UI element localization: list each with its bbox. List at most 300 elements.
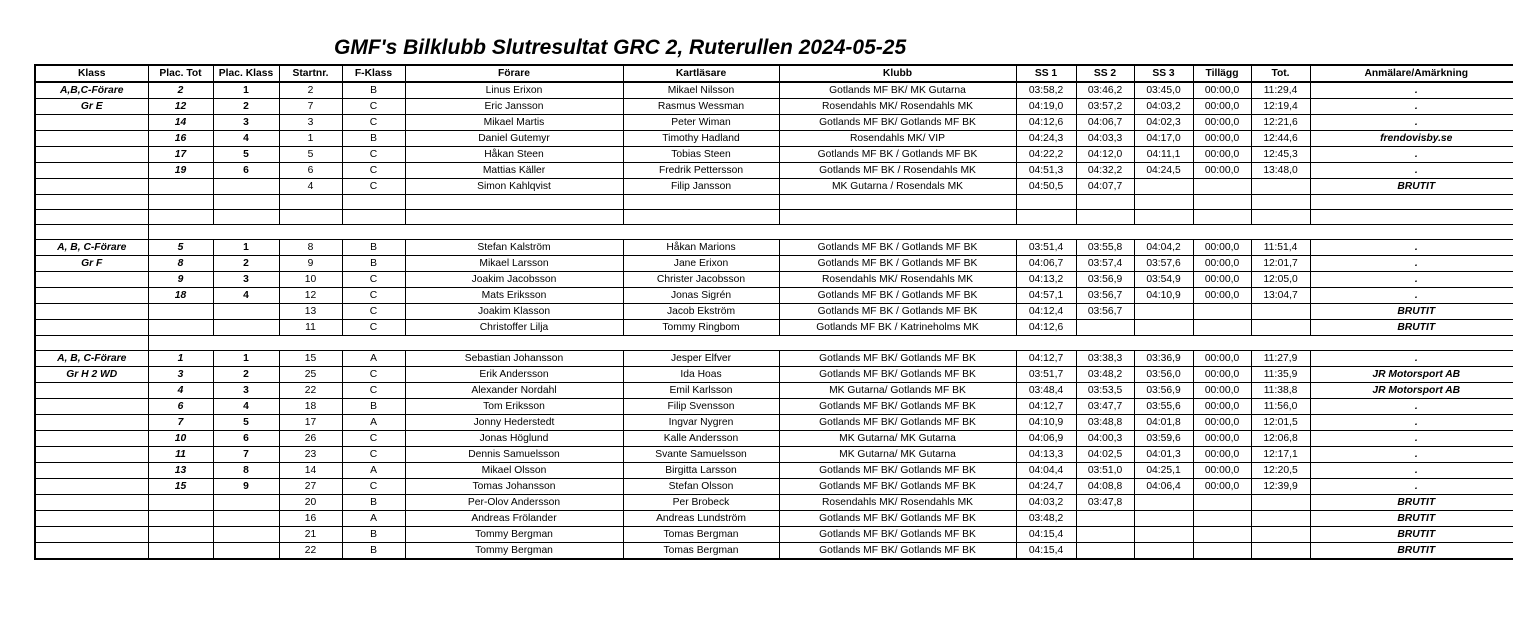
table-cell: 04:19,0 xyxy=(1016,99,1076,115)
table-cell: B xyxy=(342,82,405,99)
table-cell: Birgitta Larsson xyxy=(623,463,779,479)
table-cell: Gotlands MF BK/ Gotlands MF BK xyxy=(779,463,1016,479)
table-cell: 22 xyxy=(279,543,342,560)
table-cell xyxy=(1310,210,1513,225)
table-cell: . xyxy=(1310,99,1513,115)
table-cell: 2 xyxy=(213,367,279,383)
table-row xyxy=(35,240,1513,256)
table-cell: 03:51,4 xyxy=(1016,240,1076,256)
table-cell xyxy=(279,210,342,225)
table-cell: 9 xyxy=(279,256,342,272)
table-cell xyxy=(213,304,279,320)
table-cell xyxy=(1076,210,1134,225)
table-cell: . xyxy=(1310,115,1513,131)
table-cell: Dennis Samuelsson xyxy=(405,447,623,463)
table-cell: 04:06,7 xyxy=(1016,256,1076,272)
table-cell xyxy=(148,527,213,543)
table-cell: Ida Hoas xyxy=(623,367,779,383)
table-cell: 13:04,7 xyxy=(1251,288,1310,304)
table-cell: Ingvar Nygren xyxy=(623,415,779,431)
klass-cell xyxy=(35,288,148,304)
table-cell: . xyxy=(1310,431,1513,447)
table-cell: Gotlands MF BK/ Gotlands MF BK xyxy=(779,351,1016,367)
table-cell: 7 xyxy=(279,99,342,115)
table-cell: 04:12,6 xyxy=(1016,320,1076,336)
table-cell: 03:55,8 xyxy=(1076,240,1134,256)
table-cell xyxy=(1134,543,1193,560)
table-cell: 04:25,1 xyxy=(1134,463,1193,479)
table-cell: Gotlands MF BK/ Gotlands MF BK xyxy=(779,367,1016,383)
table-cell: 11 xyxy=(148,447,213,463)
table-cell: 03:48,4 xyxy=(1016,383,1076,399)
table-cell: Stefan Kalström xyxy=(405,240,623,256)
table-row xyxy=(35,527,1513,543)
table-cell: 00:00,0 xyxy=(1193,288,1251,304)
table-cell xyxy=(1251,511,1310,527)
results-table xyxy=(34,64,1513,560)
table-cell: 04:12,4 xyxy=(1016,304,1076,320)
table-cell: 2 xyxy=(213,99,279,115)
table-row xyxy=(35,495,1513,511)
table-cell: 03:51,0 xyxy=(1076,463,1134,479)
table-row xyxy=(35,479,1513,495)
table-cell: 12:20,5 xyxy=(1251,463,1310,479)
table-cell xyxy=(148,320,213,336)
table-cell: Gotlands MF BK / Gotlands MF BK xyxy=(779,288,1016,304)
table-cell: 03:53,5 xyxy=(1076,383,1134,399)
table-cell: 03:46,2 xyxy=(1076,82,1134,99)
table-cell: 4 xyxy=(213,131,279,147)
column-header: SS 3 xyxy=(1134,65,1193,82)
column-header: Kartläsare xyxy=(623,65,779,82)
table-cell: 13:48,0 xyxy=(1251,163,1310,179)
table-cell xyxy=(1251,543,1310,560)
table-cell: BRUTIT xyxy=(1310,304,1513,320)
column-header: Tot. xyxy=(1251,65,1310,82)
table-cell: 13 xyxy=(148,463,213,479)
table-cell: 00:00,0 xyxy=(1193,447,1251,463)
table-cell: C xyxy=(342,163,405,179)
group-separator xyxy=(35,336,1513,351)
table-cell: Peter Wiman xyxy=(623,115,779,131)
table-cell: MK Gutarna/ Gotlands MF BK xyxy=(779,383,1016,399)
table-cell: . xyxy=(1310,447,1513,463)
table-cell: 03:56,9 xyxy=(1134,383,1193,399)
table-cell: 03:47,8 xyxy=(1076,495,1134,511)
table-cell: 04:32,2 xyxy=(1076,163,1134,179)
table-cell: 04:03,2 xyxy=(1016,495,1076,511)
table-cell: 14 xyxy=(148,115,213,131)
table-cell: 03:47,7 xyxy=(1076,399,1134,415)
table-cell: Filip Svensson xyxy=(623,399,779,415)
table-cell: 04:50,5 xyxy=(1016,179,1076,195)
table-cell: 21 xyxy=(279,527,342,543)
table-cell: 12:39,9 xyxy=(1251,479,1310,495)
table-cell: 03:48,2 xyxy=(1016,511,1076,527)
table-cell: Tomas Johansson xyxy=(405,479,623,495)
table-cell: C xyxy=(342,179,405,195)
table-cell: Gotlands MF BK/ Gotlands MF BK xyxy=(779,399,1016,415)
table-row xyxy=(35,543,1513,560)
table-cell xyxy=(148,179,213,195)
table-cell: Stefan Olsson xyxy=(623,479,779,495)
table-row xyxy=(35,147,1513,163)
table-cell: 11:27,9 xyxy=(1251,351,1310,367)
table-cell xyxy=(1134,195,1193,210)
table-cell xyxy=(1251,304,1310,320)
table-cell: Mattias Käller xyxy=(405,163,623,179)
table-cell xyxy=(148,210,213,225)
table-cell xyxy=(1076,195,1134,210)
table-row xyxy=(35,304,1513,320)
table-cell: C xyxy=(342,115,405,131)
table-row xyxy=(35,115,1513,131)
table-cell: 1 xyxy=(148,351,213,367)
table-cell: 03:54,9 xyxy=(1134,272,1193,288)
table-cell: Rosendahls MK/ Rosendahls MK xyxy=(779,99,1016,115)
klass-cell: Gr E xyxy=(35,99,148,115)
klass-cell: A, B, C-Förare xyxy=(35,351,148,367)
table-cell: Christer Jacobsson xyxy=(623,272,779,288)
table-cell: 04:06,4 xyxy=(1134,479,1193,495)
table-cell: 12:17,1 xyxy=(1251,447,1310,463)
table-cell: 04:12,7 xyxy=(1016,399,1076,415)
table-cell xyxy=(213,210,279,225)
table-cell: 03:56,7 xyxy=(1076,288,1134,304)
table-cell: 11:56,0 xyxy=(1251,399,1310,415)
separator-cell xyxy=(35,225,148,240)
table-row xyxy=(35,320,1513,336)
table-cell: 00:00,0 xyxy=(1193,131,1251,147)
table-cell xyxy=(405,210,623,225)
table-cell xyxy=(1076,527,1134,543)
table-cell: Mikael Larsson xyxy=(405,256,623,272)
table-cell: 9 xyxy=(148,272,213,288)
table-cell: 26 xyxy=(279,431,342,447)
table-cell: 04:57,1 xyxy=(1016,288,1076,304)
empty-row xyxy=(35,195,1513,210)
table-cell: . xyxy=(1310,240,1513,256)
table-cell: Tomas Bergman xyxy=(623,543,779,560)
table-cell: 11:51,4 xyxy=(1251,240,1310,256)
table-cell: C xyxy=(342,99,405,115)
table-cell: 00:00,0 xyxy=(1193,415,1251,431)
table-cell: Gotlands MF BK / Katrineholms MK xyxy=(779,320,1016,336)
table-cell: BRUTIT xyxy=(1310,511,1513,527)
table-cell: C xyxy=(342,447,405,463)
table-cell: . xyxy=(1310,399,1513,415)
table-cell xyxy=(779,210,1016,225)
table-cell: 04:10,9 xyxy=(1016,415,1076,431)
table-cell: C xyxy=(342,272,405,288)
separator-cell xyxy=(148,225,1513,240)
table-cell: 03:57,6 xyxy=(1134,256,1193,272)
results-body xyxy=(35,82,1513,559)
table-cell: 00:00,0 xyxy=(1193,115,1251,131)
table-cell xyxy=(213,179,279,195)
table-cell: 03:51,7 xyxy=(1016,367,1076,383)
table-cell: 12:21,6 xyxy=(1251,115,1310,131)
table-cell: Erik Andersson xyxy=(405,367,623,383)
table-cell: 3 xyxy=(213,383,279,399)
table-cell: Gotlands MF BK/ Gotlands MF BK xyxy=(779,115,1016,131)
table-cell: C xyxy=(342,431,405,447)
table-cell: BRUTIT xyxy=(1310,543,1513,560)
table-cell: BRUTIT xyxy=(1310,320,1513,336)
table-cell xyxy=(1193,210,1251,225)
table-cell: 27 xyxy=(279,479,342,495)
klass-cell: Gr F xyxy=(35,256,148,272)
table-cell xyxy=(213,320,279,336)
table-cell: 8 xyxy=(279,240,342,256)
table-row xyxy=(35,179,1513,195)
table-cell: Tommy Bergman xyxy=(405,543,623,560)
table-cell xyxy=(279,195,342,210)
table-cell: 03:58,2 xyxy=(1016,82,1076,99)
table-cell xyxy=(148,511,213,527)
table-cell: 04:24,7 xyxy=(1016,479,1076,495)
table-cell: 00:00,0 xyxy=(1193,82,1251,99)
table-cell: MK Gutarna/ MK Gutarna xyxy=(779,447,1016,463)
page-title: GMF's Bilklubb Slutresultat GRC 2, Ruterullen 2024-05-25 xyxy=(334,36,907,59)
table-cell: Rosendahls MK/ Rosendahls MK xyxy=(779,272,1016,288)
table-cell: Håkan Steen xyxy=(405,147,623,163)
column-header: Tillägg xyxy=(1193,65,1251,82)
klass-cell xyxy=(35,320,148,336)
table-cell: 04:51,3 xyxy=(1016,163,1076,179)
klass-cell xyxy=(35,304,148,320)
table-cell: 00:00,0 xyxy=(1193,272,1251,288)
table-cell: 04:15,4 xyxy=(1016,543,1076,560)
table-cell xyxy=(213,543,279,560)
table-cell: Gotlands MF BK / Gotlands MF BK xyxy=(779,304,1016,320)
klass-cell xyxy=(35,195,148,210)
table-cell xyxy=(1193,179,1251,195)
table-row xyxy=(35,367,1513,383)
table-cell: Andreas Lundström xyxy=(623,511,779,527)
table-cell: Sebastian Johansson xyxy=(405,351,623,367)
table-cell: B xyxy=(342,131,405,147)
klass-cell xyxy=(35,272,148,288)
table-cell: Daniel Gutemyr xyxy=(405,131,623,147)
table-cell: Gotlands MF BK/ Gotlands MF BK xyxy=(779,543,1016,560)
table-cell: 25 xyxy=(279,367,342,383)
table-cell: Gotlands MF BK/ Gotlands MF BK xyxy=(779,479,1016,495)
table-cell: 04:17,0 xyxy=(1134,131,1193,147)
klass-cell xyxy=(35,131,148,147)
table-cell: 12:01,7 xyxy=(1251,256,1310,272)
table-cell: . xyxy=(1310,351,1513,367)
column-header: Anmälare/Amärkning xyxy=(1310,65,1513,82)
table-cell: Jesper Elfver xyxy=(623,351,779,367)
table-cell: 2 xyxy=(213,256,279,272)
table-cell: . xyxy=(1310,163,1513,179)
table-cell: 03:48,8 xyxy=(1076,415,1134,431)
separator-cell xyxy=(148,336,1513,351)
klass-cell xyxy=(35,511,148,527)
table-cell: Tobias Steen xyxy=(623,147,779,163)
table-cell: Gotlands MF BK/ Gotlands MF BK xyxy=(779,527,1016,543)
table-cell xyxy=(1134,527,1193,543)
table-cell: Rosendahls MK/ Rosendahls MK xyxy=(779,495,1016,511)
table-cell: 2 xyxy=(279,82,342,99)
table-cell: 03:36,9 xyxy=(1134,351,1193,367)
table-cell: JR Motorsport AB xyxy=(1310,383,1513,399)
table-cell: Fredrik Pettersson xyxy=(623,163,779,179)
table-cell xyxy=(342,195,405,210)
table-cell: 04:24,3 xyxy=(1016,131,1076,147)
table-cell: 00:00,0 xyxy=(1193,99,1251,115)
table-cell xyxy=(148,304,213,320)
table-cell xyxy=(1251,179,1310,195)
column-header: Plac. Klass xyxy=(213,65,279,82)
table-cell: 04:04,2 xyxy=(1134,240,1193,256)
table-cell: 18 xyxy=(148,288,213,304)
klass-cell: A,B,C-Förare xyxy=(35,82,148,99)
klass-cell xyxy=(35,527,148,543)
table-cell: 3 xyxy=(148,367,213,383)
table-row xyxy=(35,447,1513,463)
table-cell: 4 xyxy=(279,179,342,195)
table-cell: 00:00,0 xyxy=(1193,147,1251,163)
klass-cell xyxy=(35,415,148,431)
table-cell xyxy=(1251,527,1310,543)
table-cell: 10 xyxy=(148,431,213,447)
table-cell: 7 xyxy=(148,415,213,431)
table-cell: 04:12,0 xyxy=(1076,147,1134,163)
table-cell: Gotlands MF BK / Gotlands MF BK xyxy=(779,256,1016,272)
table-cell xyxy=(342,210,405,225)
table-cell: 8 xyxy=(148,256,213,272)
table-row xyxy=(35,399,1513,415)
table-row xyxy=(35,383,1513,399)
table-cell: 3 xyxy=(213,272,279,288)
table-cell: 23 xyxy=(279,447,342,463)
table-cell: MK Gutarna / Rosendals MK xyxy=(779,179,1016,195)
table-cell xyxy=(1251,495,1310,511)
table-cell: Tommy Ringbom xyxy=(623,320,779,336)
table-cell xyxy=(1251,320,1310,336)
table-cell: 5 xyxy=(213,415,279,431)
table-cell: 04:04,4 xyxy=(1016,463,1076,479)
table-cell: 12:45,3 xyxy=(1251,147,1310,163)
table-cell: 04:11,1 xyxy=(1134,147,1193,163)
table-cell: 4 xyxy=(213,288,279,304)
table-cell: Gotlands MF BK/ Gotlands MF BK xyxy=(779,415,1016,431)
table-cell: C xyxy=(342,288,405,304)
table-cell: 04:01,3 xyxy=(1134,447,1193,463)
table-cell: 03:48,2 xyxy=(1076,367,1134,383)
table-cell: . xyxy=(1310,256,1513,272)
table-row xyxy=(35,272,1513,288)
table-cell: 16 xyxy=(279,511,342,527)
table-cell: 04:12,6 xyxy=(1016,115,1076,131)
table-cell: Rasmus Wessman xyxy=(623,99,779,115)
table-row xyxy=(35,82,1513,99)
table-cell: Per Brobeck xyxy=(623,495,779,511)
table-cell xyxy=(148,195,213,210)
table-cell: 12:19,4 xyxy=(1251,99,1310,115)
table-cell: . xyxy=(1310,147,1513,163)
table-cell: 18 xyxy=(279,399,342,415)
table-cell xyxy=(405,195,623,210)
klass-cell xyxy=(35,495,148,511)
table-cell: . xyxy=(1310,82,1513,99)
table-cell: 9 xyxy=(213,479,279,495)
table-cell: 11:29,4 xyxy=(1251,82,1310,99)
table-cell: Jonas Sigrén xyxy=(623,288,779,304)
table-cell: 00:00,0 xyxy=(1193,256,1251,272)
table-cell: B xyxy=(342,495,405,511)
table-cell: Andreas Frölander xyxy=(405,511,623,527)
table-cell: 2 xyxy=(148,82,213,99)
table-cell xyxy=(213,511,279,527)
column-header: Plac. Tot xyxy=(148,65,213,82)
klass-cell xyxy=(35,179,148,195)
klass-cell xyxy=(35,383,148,399)
table-cell: 04:03,3 xyxy=(1076,131,1134,147)
table-cell: 04:00,3 xyxy=(1076,431,1134,447)
table-cell: Rosendahls MK/ VIP xyxy=(779,131,1016,147)
empty-row xyxy=(35,210,1513,225)
table-cell: 14 xyxy=(279,463,342,479)
klass-cell: A, B, C-Förare xyxy=(35,240,148,256)
klass-cell xyxy=(35,543,148,560)
table-cell: 5 xyxy=(213,147,279,163)
table-cell: 03:56,9 xyxy=(1076,272,1134,288)
table-cell: 00:00,0 xyxy=(1193,163,1251,179)
table-cell: Gotlands MF BK / Rosendahls MK xyxy=(779,163,1016,179)
table-cell: 3 xyxy=(213,115,279,131)
table-cell: 12:06,8 xyxy=(1251,431,1310,447)
table-cell: B xyxy=(342,256,405,272)
table-cell: Mikael Martis xyxy=(405,115,623,131)
table-cell: 00:00,0 xyxy=(1193,367,1251,383)
table-cell xyxy=(1134,320,1193,336)
table-cell: BRUTIT xyxy=(1310,179,1513,195)
table-cell: A xyxy=(342,511,405,527)
table-cell: . xyxy=(1310,288,1513,304)
table-cell: 7 xyxy=(213,447,279,463)
column-header: Förare xyxy=(405,65,623,82)
table-cell: Christoffer Lilja xyxy=(405,320,623,336)
table-cell xyxy=(148,543,213,560)
table-cell: Jacob Ekström xyxy=(623,304,779,320)
column-header: SS 1 xyxy=(1016,65,1076,82)
table-cell: 12 xyxy=(148,99,213,115)
table-cell xyxy=(1193,495,1251,511)
table-cell: 04:07,7 xyxy=(1076,179,1134,195)
table-cell: Mikael Nilsson xyxy=(623,82,779,99)
table-cell: 10 xyxy=(279,272,342,288)
table-cell: 4 xyxy=(213,399,279,415)
table-cell: Per-Olov Andersson xyxy=(405,495,623,511)
table-cell xyxy=(1134,495,1193,511)
table-cell: . xyxy=(1310,463,1513,479)
table-cell: BRUTIT xyxy=(1310,527,1513,543)
table-cell xyxy=(1193,320,1251,336)
table-cell xyxy=(1310,195,1513,210)
table-cell: B xyxy=(342,543,405,560)
separator-cell xyxy=(35,336,148,351)
table-cell: 12:01,5 xyxy=(1251,415,1310,431)
table-cell: Mikael Olsson xyxy=(405,463,623,479)
table-cell xyxy=(1251,210,1310,225)
table-cell: 17 xyxy=(148,147,213,163)
table-row xyxy=(35,415,1513,431)
table-cell: Alexander Nordahl xyxy=(405,383,623,399)
table-cell: 04:12,7 xyxy=(1016,351,1076,367)
